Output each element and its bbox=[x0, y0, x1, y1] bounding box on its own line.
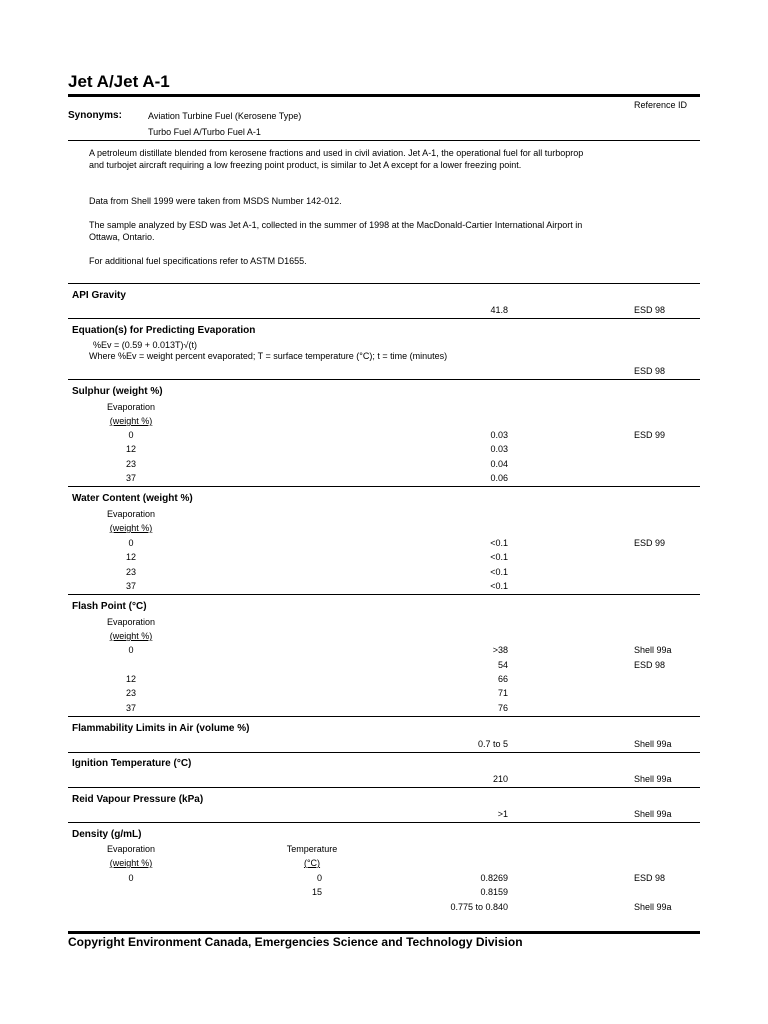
water-ref: ESD 99 bbox=[634, 538, 666, 548]
synonyms-label: Synonyms: bbox=[68, 110, 122, 121]
density-value: 0.8269 bbox=[480, 873, 508, 883]
col-evaporation: Evaporation bbox=[106, 402, 156, 412]
density-evap: 0 bbox=[128, 873, 134, 883]
description-paragraph: Data from Shell 1999 were taken from MSDS Number 142-012. bbox=[89, 196, 342, 206]
density-heading: Density (g/mL) bbox=[72, 829, 142, 840]
section-divider bbox=[68, 379, 700, 380]
flammability-heading: Flammability Limits in Air (volume %) bbox=[72, 723, 250, 734]
sulphur-value: 0.03 bbox=[490, 444, 508, 454]
flammability-value: 0.7 to 5 bbox=[477, 739, 508, 749]
footer-rule bbox=[68, 931, 700, 934]
evaporation-equation-heading: Equation(s) for Predicting Evaporation bbox=[72, 325, 256, 336]
sulphur-evap: 23 bbox=[125, 459, 136, 469]
sulphur-ref: ESD 99 bbox=[634, 430, 666, 440]
col-weight-percent: (weight %) bbox=[109, 858, 153, 868]
header-rule bbox=[68, 94, 700, 97]
water-value: <0.1 bbox=[490, 581, 508, 591]
density-ref: ESD 98 bbox=[634, 873, 666, 883]
density-value: 0.8159 bbox=[480, 887, 508, 897]
col-degrees-c: (°C) bbox=[303, 858, 321, 868]
synonym-item: Aviation Turbine Fuel (Kerosene Type) bbox=[148, 111, 302, 121]
section-divider bbox=[68, 594, 700, 595]
col-weight-percent: (weight %) bbox=[109, 631, 153, 641]
page-title: Jet A/Jet A-1 bbox=[68, 72, 170, 91]
description-paragraph: For additional fuel specifications refer to ASTM D1655. bbox=[89, 256, 307, 266]
water-evap: 0 bbox=[128, 538, 134, 548]
reid-ref: Shell 99a bbox=[634, 809, 672, 819]
sulphur-value: 0.04 bbox=[490, 459, 508, 469]
ignition-value: 210 bbox=[492, 774, 508, 784]
copyright-footer: Copyright Environment Canada, Emergencies Science and Technology Division bbox=[68, 935, 523, 949]
flash-value: 66 bbox=[497, 674, 508, 684]
flash-value: 54 bbox=[497, 660, 508, 670]
api-gravity-value: 41.8 bbox=[490, 305, 508, 315]
ignition-ref: Shell 99a bbox=[634, 774, 672, 784]
evaporation-formula: %Ev = (0.59 + 0.013T)√(t) bbox=[93, 340, 197, 350]
reid-heading: Reid Vapour Pressure (kPa) bbox=[72, 794, 204, 805]
api-gravity-ref: ESD 98 bbox=[634, 305, 666, 315]
flash-value: 71 bbox=[497, 688, 508, 698]
water-evap: 23 bbox=[125, 567, 136, 577]
section-divider bbox=[68, 752, 700, 753]
col-evaporation: Evaporation bbox=[106, 844, 156, 854]
density-value: 0.775 to 0.840 bbox=[450, 902, 508, 912]
water-content-heading: Water Content (weight %) bbox=[72, 493, 193, 504]
sulphur-evap: 37 bbox=[125, 473, 136, 483]
water-evap: 37 bbox=[125, 581, 136, 591]
water-value: <0.1 bbox=[490, 538, 508, 548]
col-temperature: Temperature bbox=[286, 844, 338, 854]
flash-evap: 23 bbox=[125, 688, 136, 698]
section-divider bbox=[68, 787, 700, 788]
section-divider bbox=[68, 318, 700, 319]
density-temp: 15 bbox=[311, 887, 322, 897]
description-paragraph: The sample analyzed by ESD was Jet A-1, collected in the summer of 1998 at the MacDonald-Cartier International Airport in Ottawa, Ontario. bbox=[89, 220, 583, 242]
description-paragraph: A petroleum distillate blended from kerosene fractions and used in civil aviation. Jet A-1, the operational fuel for all turboprop and turbojet aircraft requiring a low freezing point product, is similar to Jet A except for a lower freezing point. bbox=[89, 148, 584, 170]
section-divider bbox=[68, 822, 700, 823]
col-weight-percent: (weight %) bbox=[109, 523, 153, 533]
ignition-heading: Ignition Temperature (°C) bbox=[72, 758, 192, 769]
water-value: <0.1 bbox=[490, 567, 508, 577]
col-evaporation: Evaporation bbox=[106, 509, 156, 519]
density-temp: 0 bbox=[316, 873, 322, 883]
col-evaporation: Evaporation bbox=[106, 617, 156, 627]
col-weight-percent: (weight %) bbox=[109, 416, 153, 426]
api-gravity-heading: API Gravity bbox=[72, 290, 126, 301]
flammability-ref: Shell 99a bbox=[634, 739, 672, 749]
flash-ref: ESD 98 bbox=[634, 660, 666, 670]
sulphur-heading: Sulphur (weight %) bbox=[72, 386, 163, 397]
water-value: <0.1 bbox=[490, 552, 508, 562]
section-divider bbox=[68, 283, 700, 284]
sulphur-evap: 0 bbox=[128, 430, 134, 440]
flash-ref: Shell 99a bbox=[634, 645, 672, 655]
water-evap: 12 bbox=[125, 552, 136, 562]
synonym-item: Turbo Fuel A/Turbo Fuel A-1 bbox=[148, 127, 261, 137]
flash-value: >38 bbox=[492, 645, 508, 655]
sulphur-evap: 12 bbox=[125, 444, 136, 454]
flash-value: 76 bbox=[497, 703, 508, 713]
flash-evap: 12 bbox=[125, 674, 136, 684]
reid-value: >1 bbox=[497, 809, 508, 819]
flash-evap: 37 bbox=[125, 703, 136, 713]
evaporation-equation-ref: ESD 98 bbox=[634, 366, 666, 376]
density-ref: Shell 99a bbox=[634, 902, 672, 912]
section-divider bbox=[68, 486, 700, 487]
reference-id-label: Reference ID bbox=[634, 100, 688, 110]
sulphur-value: 0.06 bbox=[490, 473, 508, 483]
flash-point-heading: Flash Point (°C) bbox=[72, 601, 147, 612]
section-divider bbox=[68, 140, 700, 141]
evaporation-formula-where: Where %Ev = weight percent evaporated; T = surface temperature (°C); t = time (minutes) bbox=[89, 351, 448, 361]
flash-evap: 0 bbox=[128, 645, 134, 655]
section-divider bbox=[68, 716, 700, 717]
sulphur-value: 0.03 bbox=[490, 430, 508, 440]
